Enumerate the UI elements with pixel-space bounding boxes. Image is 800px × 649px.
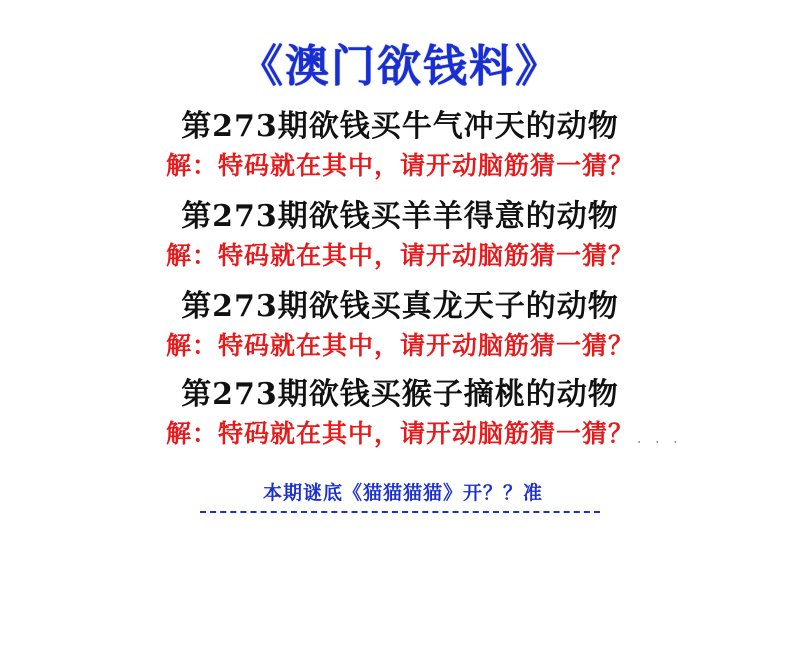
document-page xyxy=(0,30,800,649)
entry-question: 第273期欲钱买羊羊得意的动物 xyxy=(181,199,619,234)
entry-block xyxy=(0,108,800,182)
entry-question: 第273期欲钱买真龙天子的动物 xyxy=(181,289,619,324)
footer-text: 本期谜底《猫猫猫猫》开？？准 xyxy=(262,482,543,504)
footer-divider xyxy=(200,511,600,513)
footer xyxy=(0,478,800,513)
entry-answer: 解：特码就在其中，请开动脑筋猜一猜？ xyxy=(165,150,634,180)
page-title: 《澳门欲钱料》 xyxy=(239,41,561,92)
entry-answer: 解：特码就在其中，请开动脑筋猜一猜？ xyxy=(165,418,634,448)
entry-question: 第273期欲钱买牛气冲天的动物 xyxy=(181,109,619,144)
entry-block xyxy=(0,198,800,272)
watermark-dots: . . . xyxy=(636,428,682,447)
entry-answer: 解：特码就在其中，请开动脑筋猜一猜？ xyxy=(165,240,634,270)
entry-question: 第273期欲钱买猴子摘桃的动物 xyxy=(181,377,619,412)
entry-answer: 解：特码就在其中，请开动脑筋猜一猜？ xyxy=(165,330,634,360)
entry-block xyxy=(0,288,800,362)
